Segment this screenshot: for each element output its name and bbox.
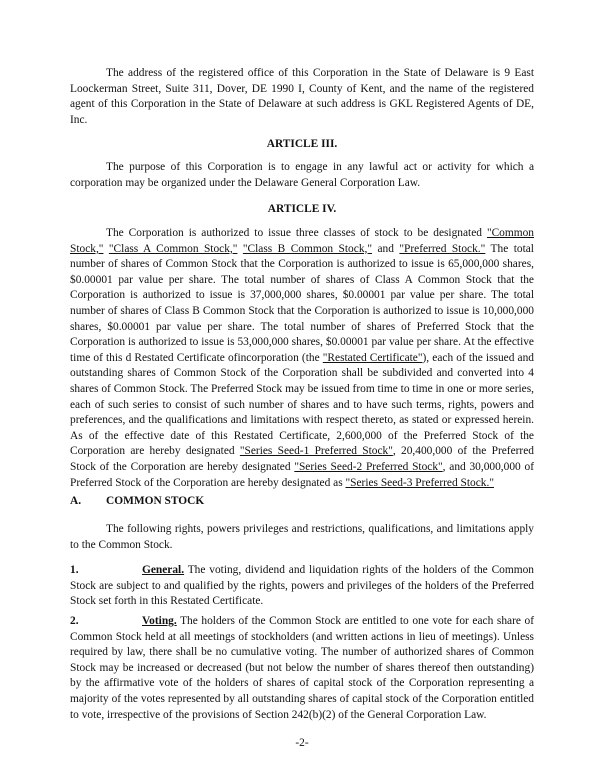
defined-term-series-seed-2: "Series Seed-2 Preferred Stock" xyxy=(294,460,443,473)
item-1-title: General. xyxy=(142,564,185,576)
section-a-number: A. xyxy=(70,495,82,507)
conjunction-and: and xyxy=(377,242,394,255)
article-iv-intro-text: The Corporation is authorized to issue three classes of stock to be designated xyxy=(106,227,487,239)
article-iv-body-text-3: , 20,400,000 of the Preferred Stock of the Corporation are hereby designated xyxy=(70,445,534,473)
section-a-title: COMMON STOCK xyxy=(106,495,205,507)
item-2-text: The holders of the Common Stock are entitled to one vote for each share of Common Stock held at all meetings of stockholders (and written actions in lieu of meetings). Unless required by law, there shall be no cumulative voting. The number of authorized shares of Common Stock may be increased or decreased (but not below the number of shares thereof then outstanding) by the affirmative vote of the holders of shares of capital stock of the Corporation representing a majority of the votes represented by all outstanding shares of capital stock of the Corporation entitled to vote, irrespective of the provisions of Section 242(b)(2) of the General Corporation Law. xyxy=(70,615,534,721)
item-1-number: 1. xyxy=(70,564,79,576)
section-a-heading xyxy=(70,494,204,510)
defined-term-series-seed-1: "Series Seed-1 Preferred Stock" xyxy=(239,445,393,458)
article-iii-purpose-paragraph: The purpose of this Corporation is to engage in any lawful act or activity for which a corporation may be organized under the Delaware General Corporation Law. xyxy=(70,161,534,189)
article-iv-authorized-stock-paragraph xyxy=(70,226,534,491)
page-number: -2- xyxy=(295,737,309,749)
section-a-item-1-general xyxy=(70,563,534,610)
article-iii-heading: ARTICLE III. xyxy=(266,138,338,150)
item-2-number: 2. xyxy=(70,615,79,627)
article-iv-body-text-2: ), each of the issued and outstanding shares of Common Stock of the Corporation shall be subdivided and converted into 4 shares of Common Stock. The Preferred Stock may be issued from time to time in one or more series, each of such series to consist of such number of shares and to have such terms, rights, powers and preferences, and the qualifications and limitations with respect thereto, as stated or expressed herein. As of the effective date of this Restated Certificate, 2,600,000 of the Preferred Stock of the Corporation are hereby designated xyxy=(70,351,534,458)
article-iv-heading: ARTICLE IV. xyxy=(267,203,337,215)
defined-term-common-stock: "Common Stock," xyxy=(70,227,534,255)
defined-term-class-b-common-stock: "Class B Common Stock," xyxy=(242,242,373,255)
section-a-intro-paragraph: The following rights, powers privileges and restrictions, qualifications, and limitations apply to the Common Stock. xyxy=(70,523,534,551)
defined-term-preferred-stock: "Preferred Stock." xyxy=(399,242,486,255)
article-iv-body-text: The total number of shares of Common Stock that the Corporation is authorized to issue is 65,000,000 shares, $0.00001 par value per share. The total number of shares of Class A Common Stock that the Corporation is authorized to issue is 37,000,000 shares, $0.00001 par value per share. The total number of shares of Class B Common Stock that the Corporation is authorized to issue is 10,000,000 shares, $0.00001 par value per share. The total number of shares of Preferred Stock that the Corporation is authorized to issue is 53,000,000 shares, $0.00001 par value per share. At the effective time of this d Restated Certificate ofincorporation (the xyxy=(70,242,534,364)
article-iv-body-text-4: , and 30,000,000 of Preferred Stock of the Corporation are hereby designated as xyxy=(70,460,534,489)
item-2-title: Voting. xyxy=(142,615,177,627)
item-1-text: The voting, dividend and liquidation rights of the holders of the Common Stock are subject to and qualified by the rights, powers and privileges of the holders of the Preferred Stock set forth in this Restated Certificate. xyxy=(70,564,534,608)
defined-term-class-a-common-stock: "Class A Common Stock," xyxy=(108,242,238,255)
defined-term-series-seed-3: "Series Seed-3 Preferred Stock." xyxy=(345,476,494,489)
defined-term-restated-certificate: "Restated Certificate" xyxy=(322,351,423,364)
section-a-item-2-voting xyxy=(70,614,534,723)
registered-office-paragraph: The address of the registered office of this Corporation in the State of Delaware is 9 East Loockerman Street, Suite 311, Dover, DE 1990 I, County of Kent, and the name of the registered agent of this Corporation in the State of Delaware at such address is GKL Registered Agents of DE, Inc. xyxy=(70,67,534,126)
